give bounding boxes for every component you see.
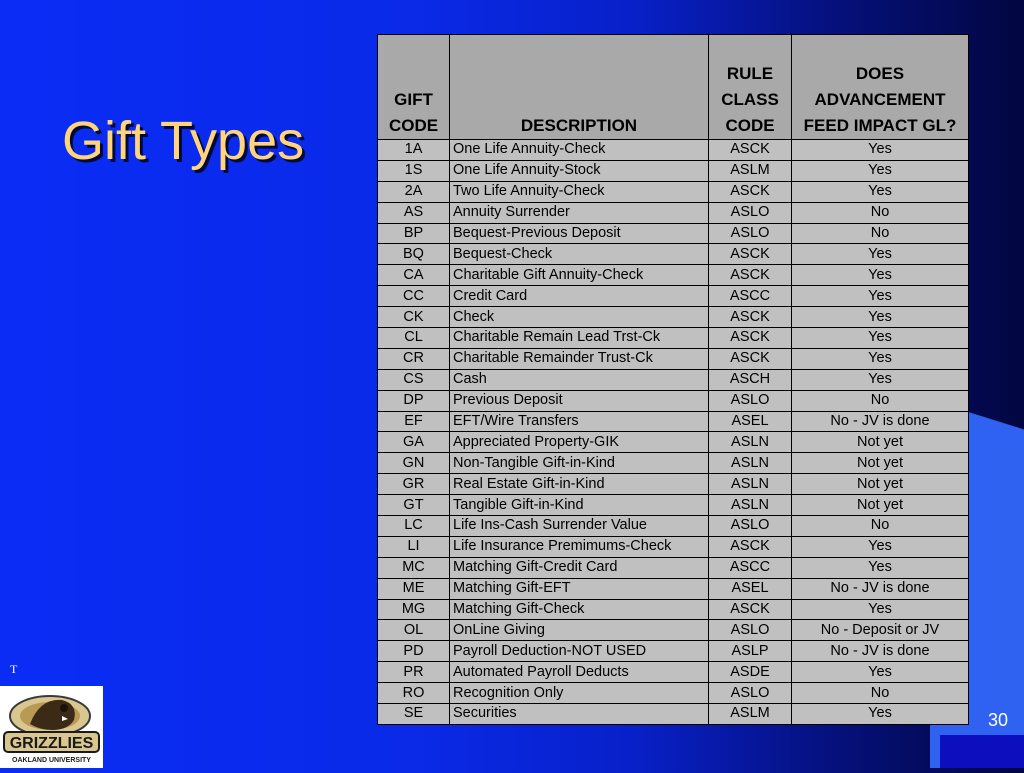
cell-description: Matching Gift-Credit Card [450, 557, 709, 578]
cell-rule-class-code: ASCK [709, 536, 792, 557]
cell-description: Charitable Remainder Trust-Ck [450, 348, 709, 369]
cell-description: Check [450, 307, 709, 328]
table-row [378, 140, 969, 161]
cell-gl-impact: Not yet [792, 453, 969, 474]
cell-rule-class-code: ASLO [709, 202, 792, 223]
cell-gift-code: CA [378, 265, 450, 286]
table-row [378, 223, 969, 244]
cell-rule-class-code: ASLN [709, 432, 792, 453]
gift-types-table [377, 34, 969, 725]
cell-gl-impact: No [792, 683, 969, 704]
cell-rule-class-code: ASLO [709, 516, 792, 537]
cell-description: One Life Annuity-Stock [450, 160, 709, 181]
cell-gl-impact: Not yet [792, 474, 969, 495]
cell-description: Charitable Gift Annuity-Check [450, 265, 709, 286]
table-row [378, 683, 969, 704]
cell-rule-class-code: ASLO [709, 223, 792, 244]
logo-subtext: OAKLAND UNIVERSITY [12, 757, 91, 764]
table-row [378, 453, 969, 474]
cell-rule-class-code: ASLM [709, 160, 792, 181]
logo-text: GRIZZLIES [9, 735, 94, 752]
cell-rule-class-code: ASLO [709, 620, 792, 641]
cell-gift-code: 1A [378, 140, 450, 161]
cell-rule-class-code: ASCK [709, 181, 792, 202]
cell-description: Automated Payroll Deducts [450, 662, 709, 683]
cell-rule-class-code: ASCC [709, 557, 792, 578]
cell-description: Payroll Deduction-NOT USED [450, 641, 709, 662]
table-row [378, 348, 969, 369]
table-row [378, 474, 969, 495]
cell-gl-impact: No - Deposit or JV [792, 620, 969, 641]
header-gift-code: GIFT CODE [378, 35, 450, 140]
table-header-row [378, 35, 969, 140]
footer-mark: T [10, 662, 18, 676]
cell-gl-impact: Not yet [792, 432, 969, 453]
cell-gift-code: DP [378, 390, 450, 411]
cell-description: Life Insurance Premimums-Check [450, 536, 709, 557]
table-row [378, 495, 969, 516]
cell-description: Matching Gift-Check [450, 599, 709, 620]
cell-gl-impact: Yes [792, 307, 969, 328]
cell-gift-code: PD [378, 641, 450, 662]
cell-description: Real Estate Gift-in-Kind [450, 474, 709, 495]
cell-gl-impact: No - JV is done [792, 411, 969, 432]
cell-description: EFT/Wire Transfers [450, 411, 709, 432]
table-row [378, 620, 969, 641]
cell-gift-code: GN [378, 453, 450, 474]
cell-gl-impact: No - JV is done [792, 578, 969, 599]
table-row [378, 704, 969, 725]
cell-gl-impact: Yes [792, 286, 969, 307]
cell-gift-code: GR [378, 474, 450, 495]
cell-rule-class-code: ASCK [709, 140, 792, 161]
cell-gl-impact: No [792, 390, 969, 411]
cell-gift-code: GA [378, 432, 450, 453]
cell-gl-impact: Yes [792, 348, 969, 369]
table-row [378, 432, 969, 453]
cell-gift-code: LC [378, 516, 450, 537]
cell-gl-impact: Yes [792, 244, 969, 265]
slide-number: 30 [988, 710, 1009, 730]
cell-gift-code: BP [378, 223, 450, 244]
cell-gift-code: LI [378, 536, 450, 557]
cell-gl-impact: Yes [792, 704, 969, 725]
cell-rule-class-code: ASCK [709, 328, 792, 349]
cell-gl-impact: Yes [792, 369, 969, 390]
cell-gift-code: AS [378, 202, 450, 223]
cell-gl-impact: Yes [792, 662, 969, 683]
cell-rule-class-code: ASLM [709, 704, 792, 725]
cell-rule-class-code: ASEL [709, 578, 792, 599]
table-row [378, 307, 969, 328]
cell-description: OnLine Giving [450, 620, 709, 641]
cell-rule-class-code: ASCK [709, 307, 792, 328]
cell-description: Appreciated Property-GIK [450, 432, 709, 453]
table-row [378, 599, 969, 620]
cell-gl-impact: No [792, 516, 969, 537]
cell-description: Life Ins-Cash Surrender Value [450, 516, 709, 537]
cell-gl-impact: Yes [792, 160, 969, 181]
cell-rule-class-code: ASLO [709, 390, 792, 411]
table-row [378, 286, 969, 307]
table-row [378, 160, 969, 181]
cell-rule-class-code: ASLP [709, 641, 792, 662]
cell-description: Matching Gift-EFT [450, 578, 709, 599]
cell-rule-class-code: ASEL [709, 411, 792, 432]
cell-description: One Life Annuity-Check [450, 140, 709, 161]
cell-description: Cash [450, 369, 709, 390]
cell-gl-impact: No [792, 202, 969, 223]
table-row [378, 411, 969, 432]
table-row [378, 369, 969, 390]
cell-gift-code: CS [378, 369, 450, 390]
table-row [378, 641, 969, 662]
cell-gift-code: MC [378, 557, 450, 578]
cell-gl-impact: Yes [792, 328, 969, 349]
cell-gift-code: MG [378, 599, 450, 620]
cell-description: Previous Deposit [450, 390, 709, 411]
cell-description: Charitable Remain Lead Trst-Ck [450, 328, 709, 349]
cell-description: Credit Card [450, 286, 709, 307]
cell-description: Bequest-Previous Deposit [450, 223, 709, 244]
cell-gift-code: CL [378, 328, 450, 349]
table-row [378, 181, 969, 202]
cell-gl-impact: Yes [792, 181, 969, 202]
cell-gift-code: OL [378, 620, 450, 641]
table-row [378, 202, 969, 223]
cell-gl-impact: Yes [792, 599, 969, 620]
cell-gift-code: EF [378, 411, 450, 432]
cell-gift-code: BQ [378, 244, 450, 265]
cell-gift-code: CR [378, 348, 450, 369]
cell-gift-code: SE [378, 704, 450, 725]
cell-gift-code: CC [378, 286, 450, 307]
cell-description: Annuity Surrender [450, 202, 709, 223]
table-row [378, 557, 969, 578]
cell-gl-impact: No [792, 223, 969, 244]
cell-description: Tangible Gift-in-Kind [450, 495, 709, 516]
header-rule-class-code: RULE CLASS CODE [709, 35, 792, 140]
cell-gl-impact: Yes [792, 536, 969, 557]
cell-description: Recognition Only [450, 683, 709, 704]
cell-rule-class-code: ASCH [709, 369, 792, 390]
cell-description: Non-Tangible Gift-in-Kind [450, 453, 709, 474]
cell-rule-class-code: ASCK [709, 599, 792, 620]
cell-gift-code: ME [378, 578, 450, 599]
table-row [378, 328, 969, 349]
cell-gl-impact: Not yet [792, 495, 969, 516]
cell-rule-class-code: ASLN [709, 453, 792, 474]
header-description: DESCRIPTION [450, 35, 709, 140]
cell-gift-code: 1S [378, 160, 450, 181]
table-row [378, 662, 969, 683]
cell-gl-impact: Yes [792, 557, 969, 578]
table-row [378, 516, 969, 537]
table-row [378, 265, 969, 286]
cell-gift-code: 2A [378, 181, 450, 202]
slide-title: Gift Types [62, 111, 305, 171]
cell-rule-class-code: ASCK [709, 348, 792, 369]
cell-gl-impact: Yes [792, 140, 969, 161]
cell-rule-class-code: ASCC [709, 286, 792, 307]
cell-rule-class-code: ASDE [709, 662, 792, 683]
cell-gl-impact: Yes [792, 265, 969, 286]
background-accent-shape-bottom [940, 735, 1024, 768]
cell-description: Securities [450, 704, 709, 725]
header-gl-impact: DOES ADVANCEMENT FEED IMPACT GL? [792, 35, 969, 140]
table-row [378, 578, 969, 599]
cell-gift-code: GT [378, 495, 450, 516]
cell-gift-code: PR [378, 662, 450, 683]
table-row [378, 390, 969, 411]
table-row [378, 244, 969, 265]
table-row [378, 536, 969, 557]
cell-description: Two Life Annuity-Check [450, 181, 709, 202]
cell-rule-class-code: ASCK [709, 265, 792, 286]
cell-description: Bequest-Check [450, 244, 709, 265]
cell-rule-class-code: ASLN [709, 474, 792, 495]
grizzlies-logo-image [0, 686, 103, 768]
cell-gift-code: RO [378, 683, 450, 704]
cell-gl-impact: No - JV is done [792, 641, 969, 662]
grizzlies-logo [0, 686, 103, 768]
cell-rule-class-code: ASCK [709, 244, 792, 265]
cell-rule-class-code: ASLO [709, 683, 792, 704]
cell-rule-class-code: ASLN [709, 495, 792, 516]
cell-gift-code: CK [378, 307, 450, 328]
